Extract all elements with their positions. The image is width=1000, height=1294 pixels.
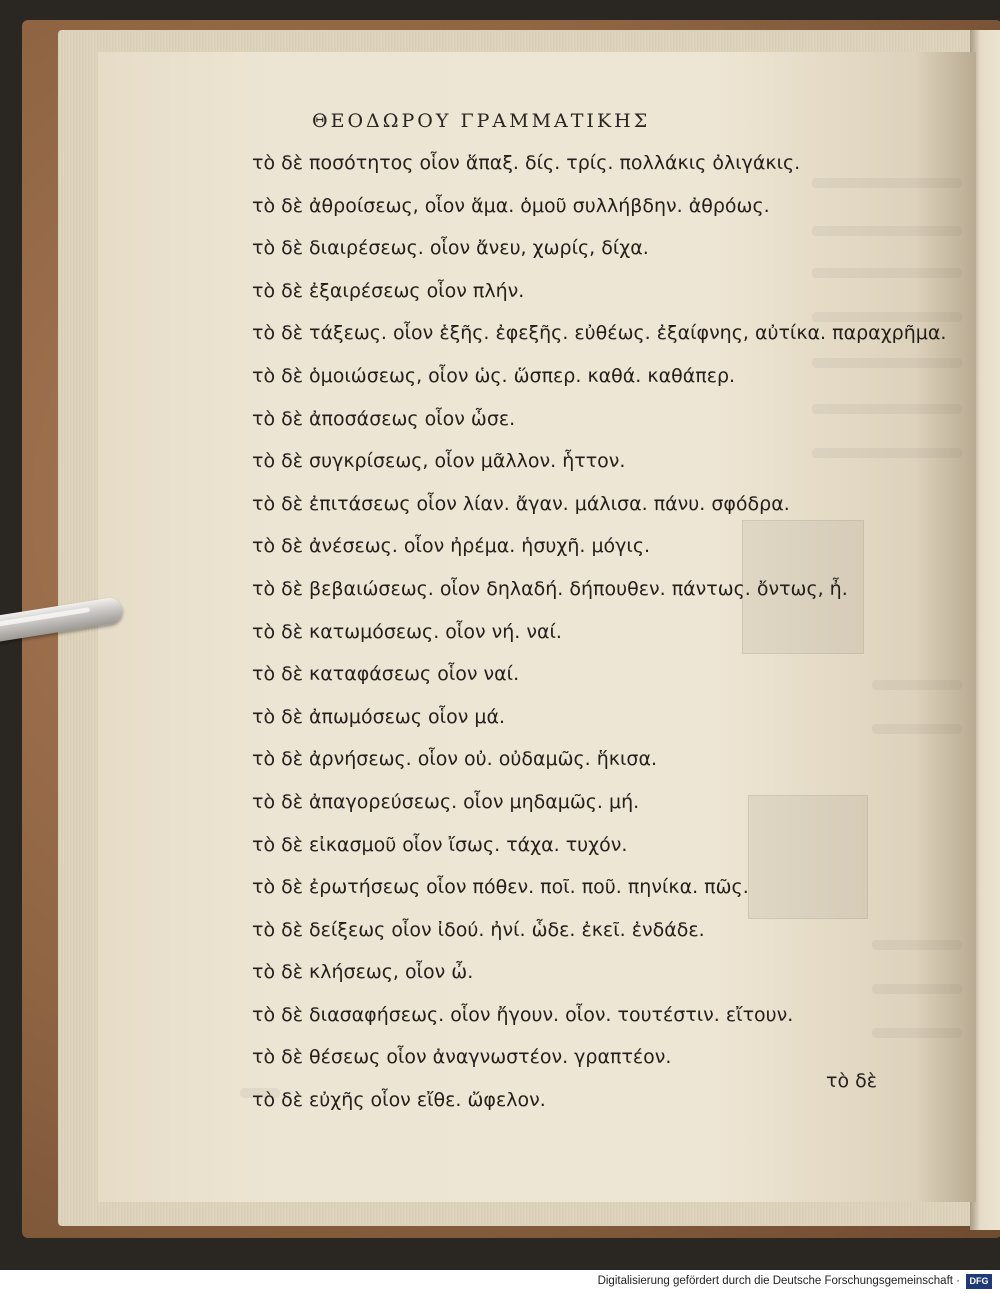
text-line: τὸ δὲ καταφάσεως οἷον ναί. <box>252 663 520 686</box>
text-line: τὸ δὲ ἀνέσεως. οἷον ἠρέμα. ἡσυχῆ. μόγις. <box>252 535 651 558</box>
text-line: τὸ δὲ ἐξαιρέσεως οἷον πλήν. <box>252 279 525 302</box>
funding-credit: Digitalisierung gefördert durch die Deutsche Forschungsgemeinschaft · <box>597 1275 960 1287</box>
text-line: τὸ δὲ τάξεως. οἷον ἑξῆς. ἐφεξῆς. εὐθέως. ἐξαίφνης, αὐτίκα. παραχρῆμα. <box>252 322 947 345</box>
text-line: τὸ δὲ ἀθροίσεως, οἷον ἅμα. ὁμοῦ συλλήβδην. ἀθρόως. <box>252 194 770 217</box>
text-line: τὸ δὲ δείξεως οἷον ἰδού. ἠνί. ὧδε. ἐκεῖ. ἐνδάδε. <box>252 918 705 941</box>
text-block <box>252 142 952 1122</box>
dfg-logo-icon: DFG <box>966 1274 992 1289</box>
text-line: τὸ δὲ διαιρέσεως. οἷον ἄνευ, χωρίς, δίχα. <box>252 237 649 260</box>
text-line: τὸ δὲ κατωμόσεως. οἷον νή. ναί. <box>252 620 562 643</box>
text-line: τὸ δὲ ἀποσάσεως οἷον ὧσε. <box>252 407 516 430</box>
text-line: τὸ δὲ ποσότητος οἷον ἅπαξ. δίς. τρίς. πολλάκις ὀλιγάκις. <box>252 152 801 174</box>
catchword: τὸ δὲ <box>826 1070 877 1092</box>
text-line: τὸ δὲ ἐπιτάσεως οἷον λίαν. ἄγαν. μάλισα. πάνυ. σφόδρα. <box>252 492 790 515</box>
text-line: τὸ δὲ ἀπαγορεύσεως. οἷον μηδαμῶς. μή. <box>252 790 640 813</box>
text-line: τὸ δὲ ἐρωτήσεως οἷον πόθεν. ποῖ. ποῦ. πηνίκα. πῶς. <box>252 876 749 899</box>
text-line: τὸ δὲ εἰκασμοῦ οἷον ἴσως. τάχα. τυχόν. <box>252 833 628 856</box>
text-line: τὸ δὲ κλήσεως, οἷον ὦ. <box>252 961 474 984</box>
text-line: τὸ δὲ συγκρίσεως, οἷον μᾶλλον. ἧττον. <box>252 450 626 473</box>
running-head: ΘΕΟΔΩΡΟΥ ΓΡΑΜΜΑΤΙΚΗΣ <box>312 110 651 132</box>
text-line: τὸ δὲ ἀπωμόσεως οἷον μά. <box>252 705 506 728</box>
text-line: τὸ δὲ θέσεως οἷον ἀναγνωστέον. γραπτέον. <box>252 1046 672 1069</box>
text-line: τὸ δὲ εὐχῆς οἷον εἴθε. ὤφελον. <box>252 1089 546 1112</box>
text-line: τὸ δὲ βεβαιώσεως. οἷον δηλαδή. δήπουθεν. πάντως. ὄντως, ἦ. <box>252 577 848 600</box>
digitization-footer <box>0 1270 1000 1294</box>
text-line: τὸ δὲ ὁμοιώσεως, οἷον ὡς. ὥσπερ. καθά. καθάπερ. <box>252 364 736 387</box>
text-line: τὸ δὲ διασαφήσεως. οἷον ἤγουν. οἷον. τουτέστιν. εἴτουν. <box>252 1003 794 1026</box>
text-line: τὸ δὲ ἀρνήσεως. οἷον οὐ. οὐδαμῶς. ἥκισα. <box>252 748 658 771</box>
